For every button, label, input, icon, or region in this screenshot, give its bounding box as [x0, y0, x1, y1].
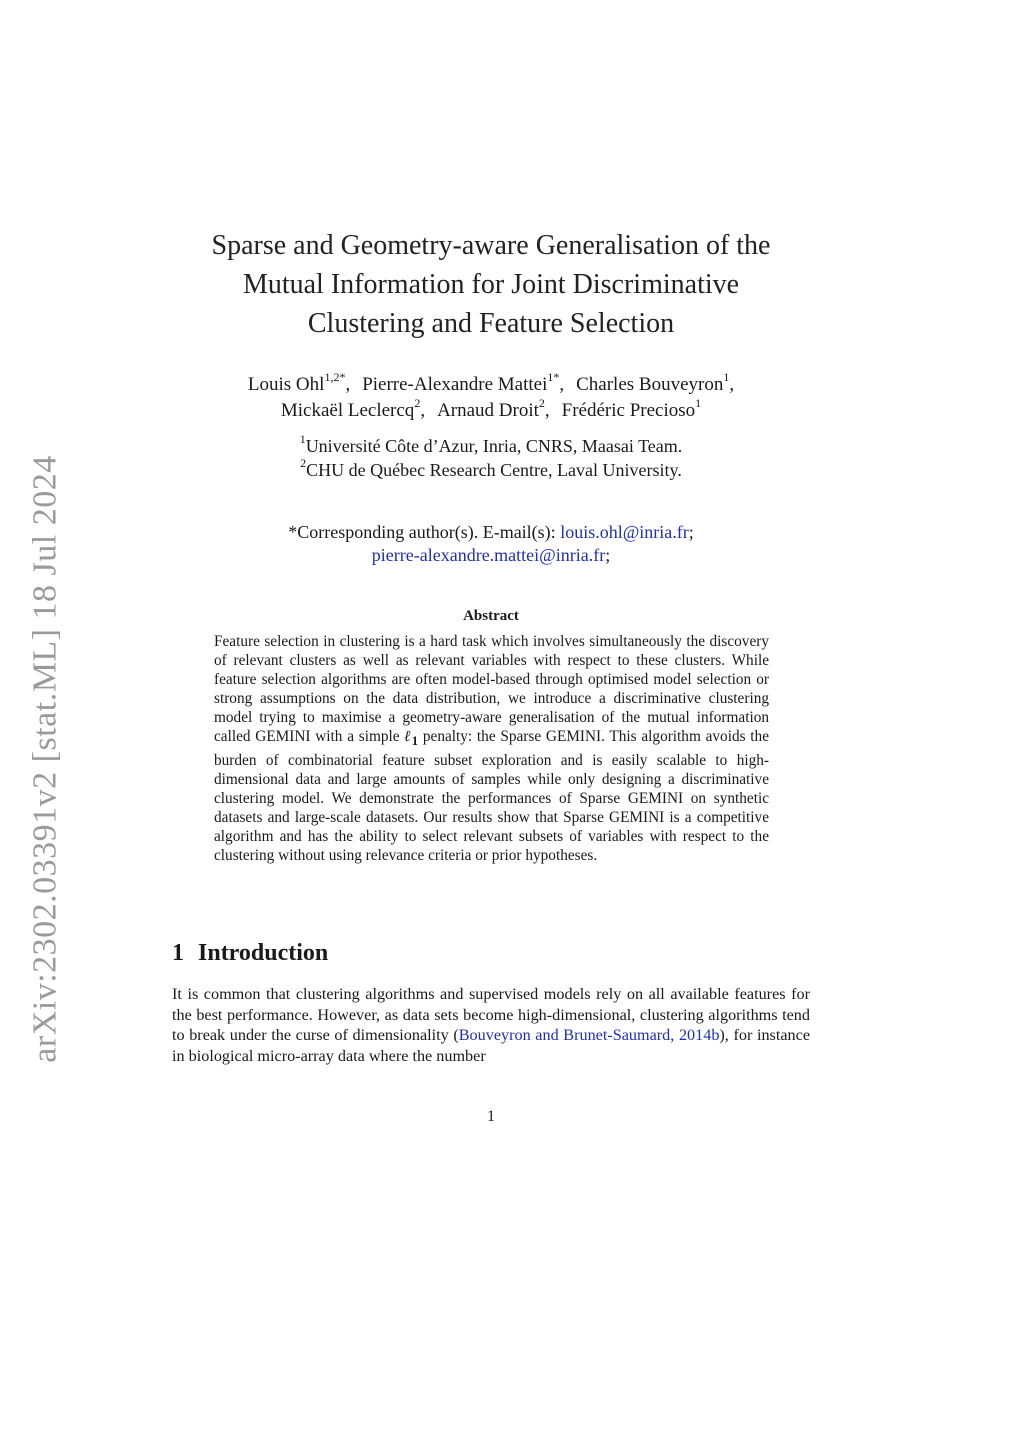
author-affil-sup: 2	[538, 395, 545, 410]
section-heading-introduction	[172, 940, 328, 967]
citation-link[interactable]: Bouveyron and Brunet-Saumard, 2014b	[458, 1026, 720, 1044]
email-separator: ;	[605, 545, 611, 565]
l1-subscript: 1	[411, 734, 419, 749]
intro-text-part-1: It is common that clustering algorithms and supervised models rely on all available features for the best performance. However, as data sets become high-dimensional, clustering algorithms tend to break under the curse of dimensionality (	[172, 985, 810, 1044]
author-affil-sup: 1*	[547, 369, 560, 384]
title-line-3: Clustering and Feature Selection	[307, 308, 675, 339]
email-link-ohl[interactable]: louis.ohl@inria.fr	[560, 522, 689, 542]
affiliation-item	[170, 458, 812, 482]
correspondence-block	[170, 521, 812, 567]
email-link-mattei[interactable]: pierre-alexandre.mattei@inria.fr	[371, 545, 606, 565]
abstract-text	[214, 632, 769, 865]
author-affil-sup: 1,2*	[324, 369, 346, 384]
author-affil-sup: 1	[723, 369, 730, 384]
page-number: 1	[487, 1108, 495, 1125]
arxiv-stamp-text: arXiv:2302.03391v2 [stat.ML] 18 Jul 2024	[27, 455, 64, 1063]
email-separator: ;	[688, 522, 694, 542]
correspondence-line-2	[170, 544, 812, 567]
author-name: Mickaël Leclercq	[280, 400, 415, 421]
affiliation-text: Université Côte d’Azur, Inria, CNRS, Maasai Team.	[305, 436, 683, 456]
introduction-paragraph	[172, 984, 810, 1066]
author-list	[170, 369, 812, 424]
author-row-2: Mickaël Leclercq$^2$, Arnaud Droit$^2$, Frédéric Precioso$^1$	[280, 395, 702, 421]
correspondence-line-1	[170, 521, 812, 544]
title-line-2: Mutual Information for Joint Discriminative	[242, 269, 740, 300]
arxiv-identifier-stamp	[21, 454, 71, 1064]
section-title: Introduction	[198, 940, 329, 966]
author-affil-sup: 2	[414, 395, 421, 410]
abstract-heading: Abstract	[463, 608, 519, 624]
intro-text-part-2: ), for instance in biological micro-array data where the number	[172, 1026, 811, 1065]
author-name: Louis Ohl	[247, 374, 325, 395]
author-name: Frédéric Precioso	[561, 400, 696, 421]
affiliation-sup: 1	[299, 432, 306, 446]
l1-ell: ℓ	[404, 728, 412, 745]
author-affil-sup: 1	[695, 395, 702, 410]
abstract-text-part-1: Feature selection in clustering is a hard task which involves simultaneously the discovery of relevant clusters as well as relevant variables with respect to these clusters. While feature selection algorithms are often model-based through optimised model selection or strong assumptions on the data distribution, we introduce a discriminative clustering model trying to maximise a geometry-aware generalisation of the mutual information called GEMINI with a simple	[214, 633, 769, 745]
l1-penalty-symbol	[404, 728, 419, 749]
author-name: Charles Bouveyron	[576, 374, 724, 395]
abstract-text-part-2: penalty: the Sparse GEMINI. This algorithm avoids the burden of combinatorial feature subset exploration and is easily scalable to high-dimensional data and large amounts of samples while only designing a discriminative clustering model. We demonstrate the performances of Sparse GEMINI on synthetic datasets and large-scale datasets. Our results show that Sparse GEMINI is a competitive algorithm and has the ability to select relevant subsets of variables with respect to the clustering without using relevance criteria or prior hypotheses.	[214, 728, 769, 865]
affiliation-text: CHU de Québec Research Centre, Laval University.	[306, 460, 682, 480]
title-line-1: Sparse and Geometry-aware Generalisation of the	[211, 230, 771, 261]
paper-title	[170, 226, 812, 343]
section-number: 1	[172, 940, 184, 966]
affiliation-item	[170, 434, 812, 458]
correspondence-prefix: *Corresponding author(s). E-mail(s):	[288, 522, 561, 542]
author-row-1: Louis Ohl$^{1,2*}$, Pierre-Alexandre Mattei$^{1*}$, Charles Bouveyron$^1$,	[247, 369, 735, 395]
affiliation-list	[170, 434, 812, 482]
author-name: Pierre-Alexandre Mattei	[362, 374, 548, 395]
author-name: Arnaud Droit	[437, 400, 539, 421]
affiliation-sup: 2	[300, 456, 307, 470]
